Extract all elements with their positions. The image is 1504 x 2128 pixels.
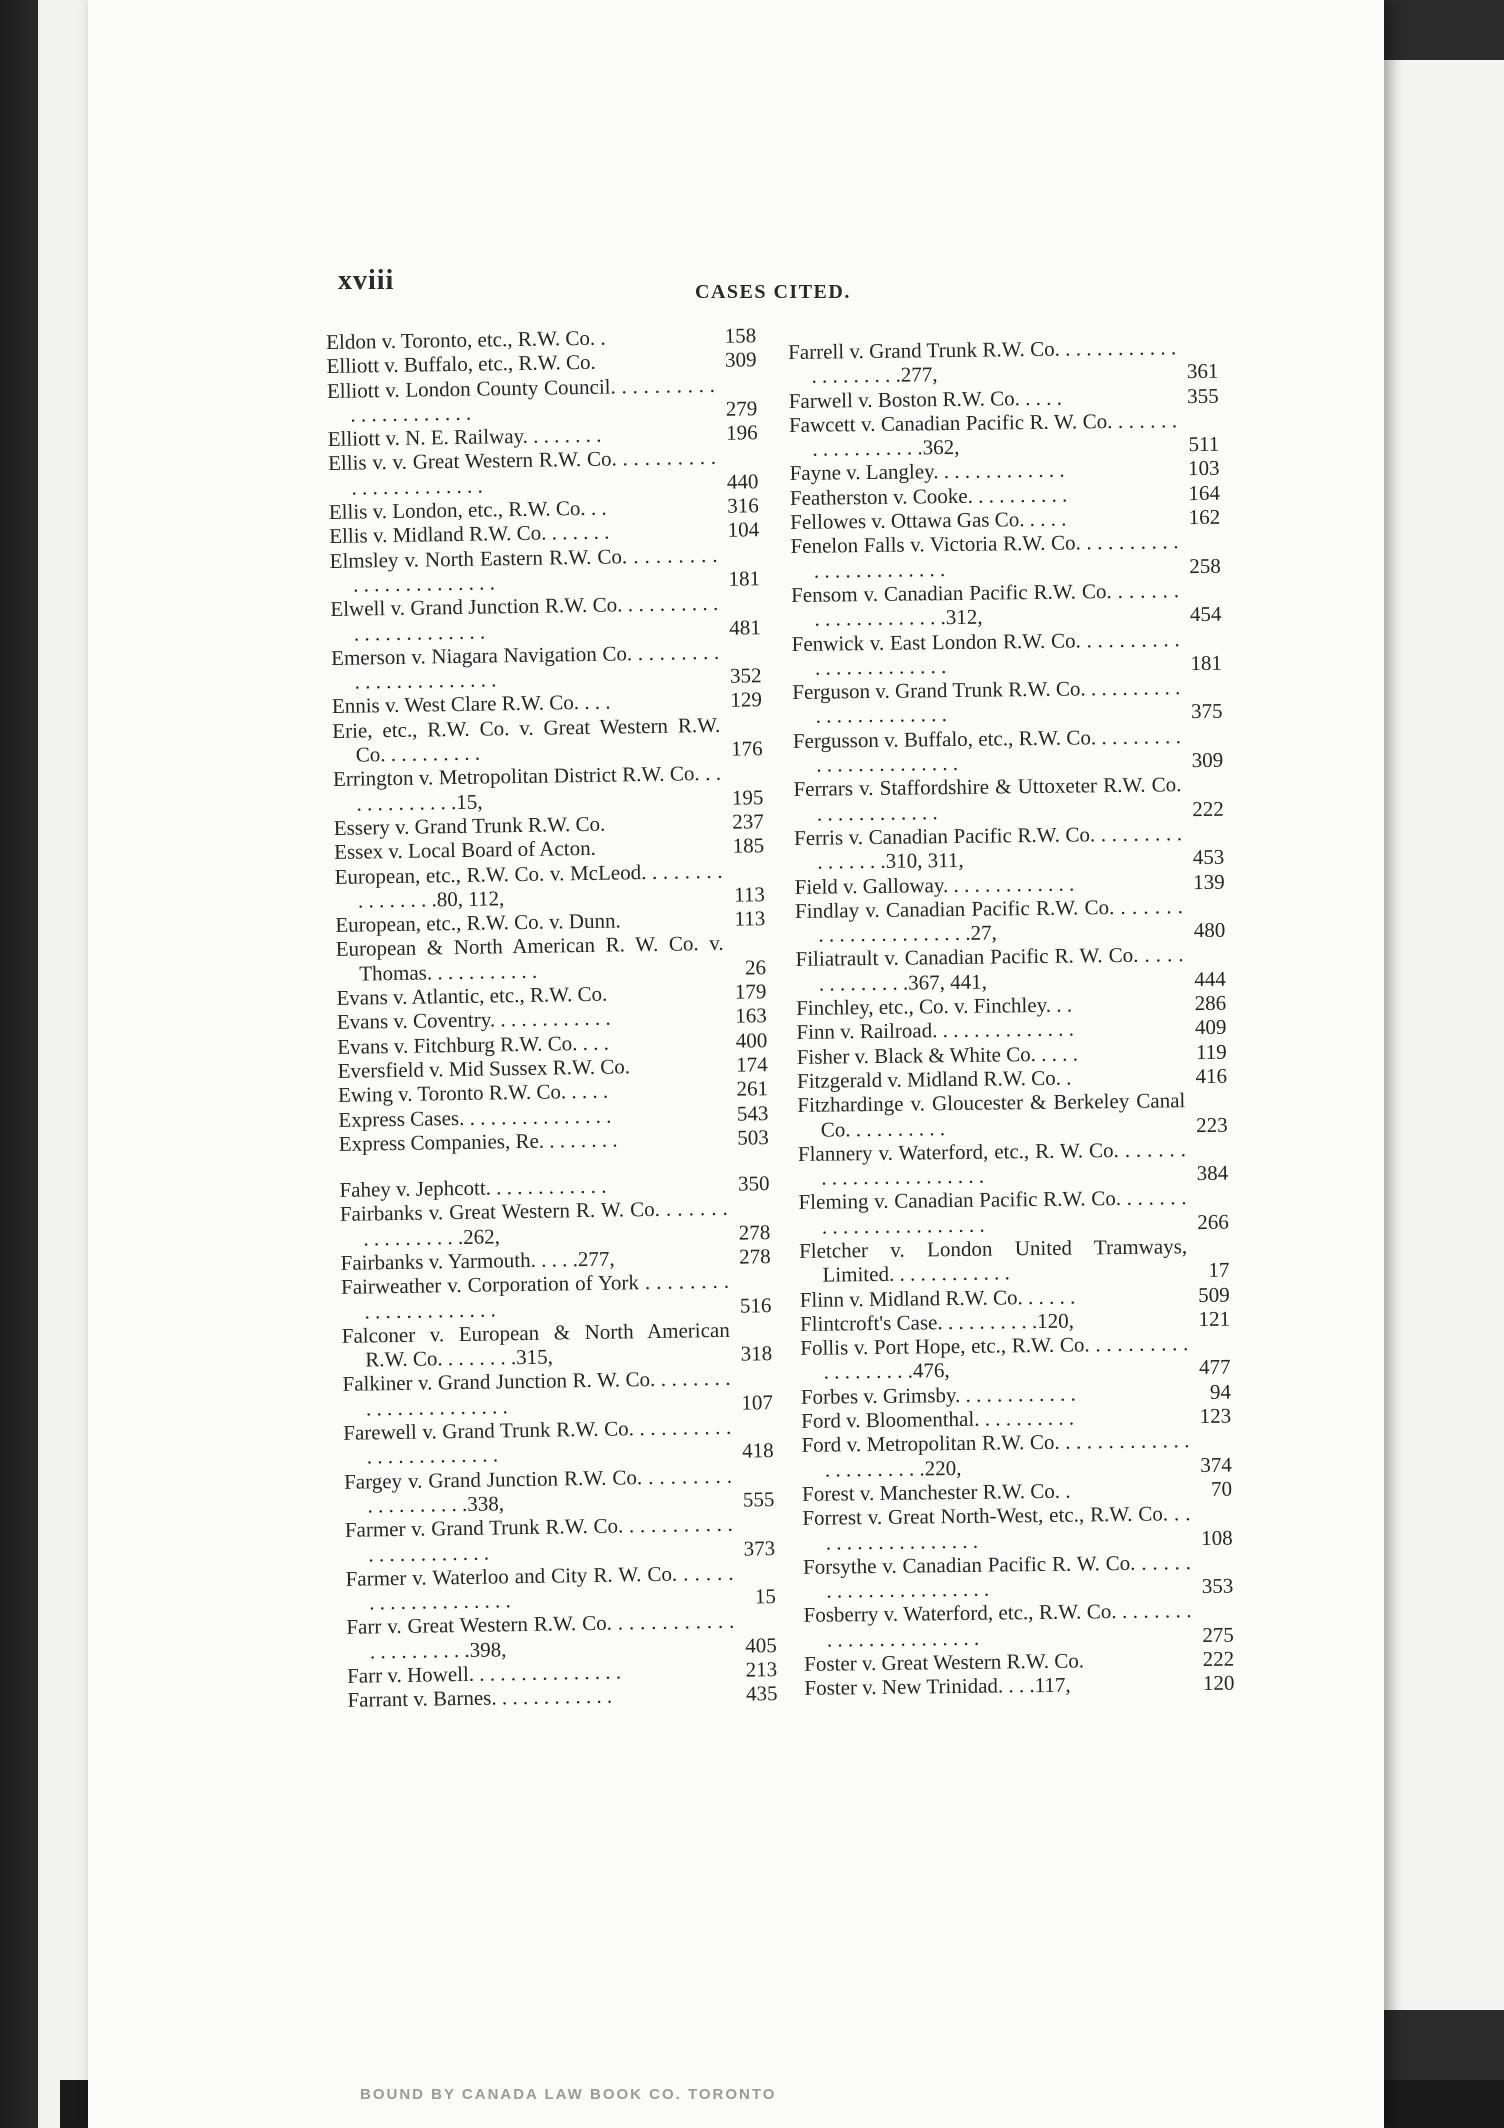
case-name: Fairbanks v. Yarmouth. . . . .277, xyxy=(340,1246,615,1275)
case-name: Essex v. Local Board of Acton. xyxy=(334,836,597,865)
page-reference: 174 xyxy=(735,1052,768,1077)
case-entry xyxy=(794,821,1225,875)
case-entry xyxy=(340,1196,771,1251)
case-entry xyxy=(330,590,761,645)
case-entry xyxy=(798,1185,1229,1239)
case-entry xyxy=(334,858,765,913)
page-reference: 113 xyxy=(734,906,766,931)
left-column xyxy=(326,323,778,1712)
case-name: Farwell v. Boston R.W. Co. . . . . xyxy=(788,385,1063,413)
page-reference: 222 xyxy=(1192,796,1224,821)
page-reference: 516 xyxy=(739,1292,772,1318)
page-reference: 435 xyxy=(745,1681,778,1706)
case-entry xyxy=(328,445,759,500)
case-name: Essery v. Grand Trunk R.W. Co. xyxy=(333,811,606,840)
page-reference: 373 xyxy=(743,1535,776,1561)
case-name: Fergusson v. Buffalo, etc., R.W. Co. . . . . . . . . . . . . . . . . . . . . . . xyxy=(792,723,1182,777)
case-name: Field v. Galloway. . . . . . . . . . . . . xyxy=(794,871,1075,899)
page-reference: 374 xyxy=(1200,1452,1232,1477)
page-reference: 185 xyxy=(732,833,765,858)
page-reference: 258 xyxy=(1189,553,1221,578)
case-entry xyxy=(803,1549,1234,1603)
page-reference: 196 xyxy=(725,420,758,445)
page-reference: 444 xyxy=(1194,966,1226,991)
case-name: European, etc., R.W. Co. v. McLeod. . . . . . . . . . . . . . . .80, 112, xyxy=(334,858,723,913)
case-name: Falkiner v. Grand Junction R. W. Co. . . . . . . . . . . . . . . . . . . . . . xyxy=(342,1366,731,1421)
case-entry xyxy=(792,626,1223,680)
page-reference: 316 xyxy=(727,493,759,518)
case-name: Farrell v. Grand Trunk R.W. Co. . . . . . . . . . . . . . . . . . . . .277, xyxy=(788,335,1177,389)
page-reference: 139 xyxy=(1193,869,1225,894)
page-reference: 350 xyxy=(737,1171,770,1196)
case-name: Eldon v. Toronto, etc., R.W. Co. . xyxy=(326,325,606,354)
case-entry xyxy=(793,723,1224,777)
case-entry xyxy=(801,1428,1232,1482)
page-reference: 309 xyxy=(1191,747,1224,773)
case-name: Finn v. Railroad. . . . . . . . . . . . . . xyxy=(796,1016,1075,1045)
case-name: European, etc., R.W. Co. v. Dunn. xyxy=(335,908,621,938)
case-entry xyxy=(329,542,760,597)
case-entry xyxy=(802,1501,1233,1555)
case-name: Featherston v. Cooke. . . . . . . . . . xyxy=(789,482,1068,510)
case-entry xyxy=(343,1414,774,1469)
case-name: Foster v. New Trinidad. . . .117, xyxy=(804,1672,1071,1701)
case-entry xyxy=(342,1317,773,1372)
case-name: Fayne v. Langley. . . . . . . . . . . . . xyxy=(789,458,1065,486)
page-reference: 121 xyxy=(1198,1306,1231,1331)
case-entry xyxy=(788,335,1219,389)
page-reference: 237 xyxy=(732,809,764,834)
case-name: Follis v. Port Hope, etc., R.W. Co. . . . . . . . . . . . . . . . . . .476, xyxy=(800,1331,1189,1385)
page-reference: 94 xyxy=(1209,1379,1232,1404)
case-name: Ellis v. v. Great Western R.W. Co. . . . . . . . . . . . . . . . . . . . . . . xyxy=(327,445,717,500)
page-reference: 120 xyxy=(1202,1670,1235,1696)
page-reference: 405 xyxy=(745,1632,777,1658)
page-reference: 70 xyxy=(1210,1476,1233,1501)
page-reference: 278 xyxy=(738,1244,771,1269)
case-entry xyxy=(333,761,764,816)
case-entry xyxy=(327,372,758,427)
page-reference: 266 xyxy=(1197,1209,1229,1234)
case-name: Forbes v. Grimsby. . . . . . . . . . . . xyxy=(800,1381,1076,1409)
case-name: Erie, etc., R.W. Co. v. Great Western R.W. Co. . . . . . . . . . xyxy=(332,712,721,767)
binding-stamp: BOUND BY CANADA LAW BOOK CO. TORONTO xyxy=(360,2086,777,2103)
page-reference: 418 xyxy=(741,1438,774,1463)
case-name: Elwell v. Grand Junction R.W. Co. . . . . . . . . . . . . . . . . . . . . . . xyxy=(330,591,719,646)
page-reference: 261 xyxy=(736,1076,769,1101)
case-name: Ellis v. Midland R.W. Co. . . . . . . xyxy=(329,519,610,549)
page-reference: 543 xyxy=(736,1100,769,1126)
case-name: Ellis v. London, etc., R.W. Co. . . xyxy=(328,495,607,525)
case-name: Elmsley v. North Eastern R.W. Co. . . . . . . . . . . . . . . . . . . . . . . xyxy=(329,542,718,597)
case-name: Forrest v. Great North-West, etc., R.W. Co. . . . . . . . . . . . . . . . . . xyxy=(802,1501,1191,1555)
case-entry xyxy=(336,931,767,986)
page-reference: 352 xyxy=(729,663,762,688)
page-reference: 278 xyxy=(738,1219,771,1245)
case-name: Elliott v. London County Council. . . . . . . . . . . . . . . . . . . . . . xyxy=(326,372,716,427)
page-number: xviii xyxy=(338,265,395,296)
case-name: Fisher v. Black & White Co. . . . . xyxy=(796,1041,1079,1069)
case-name: Evans v. Coventry. . . . . . . . . . . . xyxy=(336,1005,611,1035)
page-reference: 416 xyxy=(1195,1063,1228,1088)
page-reference: 163 xyxy=(735,1003,768,1028)
page-reference: 195 xyxy=(731,784,764,810)
case-name: Fairweather v. Corporation of York . . . . . . . . . . . . . . . . . . . . . xyxy=(340,1269,730,1324)
case-name: Fargey v. Grand Junction R.W. Co. . . . . . . . . . . . . . . . . . .338, xyxy=(343,1463,733,1518)
page-reference: 480 xyxy=(1193,917,1226,943)
case-name: Evans v. Fitchburg R.W. Co. . . . xyxy=(337,1030,610,1059)
case-name: Farmer v. Grand Trunk R.W. Co. . . . . . . . . . . . . . . . . . . . . . . xyxy=(344,1512,733,1567)
case-name: Fletcher v. London United Tramways, Limited. . . . . . . . . . . . xyxy=(798,1234,1188,1287)
case-entry xyxy=(791,578,1222,632)
case-entry xyxy=(798,1136,1229,1190)
page-reference: 158 xyxy=(724,323,757,348)
case-name: Ferguson v. Grand Trunk R.W. Co. . . . . . . . . . . . . . . . . . . . . . . xyxy=(792,675,1181,729)
page-reference: 181 xyxy=(1190,650,1223,675)
case-entry xyxy=(800,1331,1231,1385)
page-reference: 108 xyxy=(1201,1525,1233,1550)
case-name: Express Cases. . . . . . . . . . . . . . . xyxy=(338,1103,612,1132)
case-name: Farmer v. Waterloo and City R. W. Co. . . . . . . . . . . . . . . . . . . . xyxy=(345,1560,734,1615)
case-name: Fenwick v. East London R.W. Co. . . . . . . . . . . . . . . . . . . . . . . xyxy=(791,626,1180,680)
page-reference: 129 xyxy=(730,687,763,713)
case-name: Ferris v. Canadian Pacific R.W. Co. . . . . . . . . . . . . . . .310, 311, xyxy=(793,821,1183,874)
running-head: CASES CITED. xyxy=(695,281,851,303)
page-reference: 555 xyxy=(742,1487,775,1512)
case-name: Foster v. Great Western R.W. Co. xyxy=(804,1648,1085,1676)
page-reference: 104 xyxy=(727,517,760,543)
page-reference: 103 xyxy=(1187,456,1220,481)
case-name: Farrant v. Barnes. . . . . . . . . . . . xyxy=(347,1684,613,1713)
case-entry xyxy=(790,529,1221,583)
case-name: Fahey v. Jephcott. . . . . . . . . . . . xyxy=(339,1173,607,1202)
page-reference: 353 xyxy=(1201,1573,1234,1599)
case-name: Farr v. Howell. . . . . . . . . . . . . . . xyxy=(346,1659,622,1688)
page-reference: 309 xyxy=(724,347,757,373)
case-name: Ford v. Metropolitan R.W. Co. . . . . . . . . . . . . . . . . . . . . . .220, xyxy=(801,1428,1190,1482)
case-name: Emerson v. Niagara Navigation Co. . . . . . . . . . . . . . . . . . . . . . . xyxy=(330,639,720,694)
page-reference: 223 xyxy=(1195,1112,1228,1137)
right-column xyxy=(788,335,1235,1701)
case-name: Finchley, etc., Co. v. Finchley. . . xyxy=(796,992,1073,1020)
page-reference: 503 xyxy=(737,1124,769,1150)
case-name: Elliott v. Buffalo, etc., R.W. Co. xyxy=(326,350,597,379)
page-reference: 318 xyxy=(740,1341,773,1366)
case-entry xyxy=(799,1234,1230,1288)
case-entry xyxy=(331,639,762,694)
page-reference: 454 xyxy=(1189,601,1222,627)
case-entry xyxy=(792,675,1223,729)
page-reference: 119 xyxy=(1195,1039,1227,1064)
page-reference: 164 xyxy=(1188,480,1221,505)
case-name: Fleming v. Canadian Pacific R.W. Co. . . . . . . . . . . . . . . . . . . . . . . xyxy=(798,1185,1187,1239)
case-entry xyxy=(332,712,763,767)
case-name: Fellowes v. Ottawa Gas Co. . . . . xyxy=(790,506,1067,535)
page-reference: 113 xyxy=(733,882,766,907)
case-entry xyxy=(797,1088,1228,1142)
case-name: Errington v. Metropolitan District R.W. Co. . . . . . . . . . . . .15, xyxy=(332,761,722,816)
page-reference: 361 xyxy=(1186,359,1219,384)
case-name: Elliott v. N. E. Railway. . . . . . . . xyxy=(327,422,602,452)
page-reference: 181 xyxy=(728,566,761,591)
page-reference: 123 xyxy=(1199,1403,1232,1429)
case-name: Fensom v. Canadian Pacific R.W. Co. . . . . . . . . . . . . . . . . . . .312, xyxy=(790,578,1180,631)
case-name: Farewell v. Grand Trunk R.W. Co. . . . . . . . . . . . . . . . . . . . . . . xyxy=(343,1414,732,1469)
page-reference: 384 xyxy=(1196,1160,1229,1186)
case-entry xyxy=(795,942,1226,996)
page-reference: 453 xyxy=(1192,844,1225,870)
case-name: Falconer v. European & North American R.W. Co. . . . . . . .315, xyxy=(341,1317,730,1372)
case-name: Fairbanks v. Great Western R. W. Co. . . . . . . . . . . . . . . . .262, xyxy=(339,1196,729,1251)
page-reference: 279 xyxy=(725,396,758,421)
case-entry xyxy=(346,1609,777,1664)
page-reference: 162 xyxy=(1188,504,1221,530)
page-reference: 26 xyxy=(744,954,767,980)
page-reference: 275 xyxy=(1202,1622,1234,1647)
page-reference: 375 xyxy=(1190,699,1223,724)
case-entry xyxy=(789,408,1220,462)
case-name: Ferrars v. Staffordshire & Uttoxeter R.W. Co. . . . . . . . . . . . . xyxy=(793,772,1182,826)
case-name: Forest v. Manchester R.W. Co. . xyxy=(801,1478,1071,1506)
case-entry xyxy=(344,1463,775,1518)
case-entry xyxy=(793,772,1224,826)
page-reference: 355 xyxy=(1187,383,1219,408)
case-name: Ennis v. West Clare R.W. Co. . . . xyxy=(331,690,611,719)
page-reference: 213 xyxy=(745,1657,778,1682)
case-name: Farr v. Great Western R.W. Co. . . . . . . . . . . . . . . . . . . . . .398, xyxy=(346,1609,735,1664)
page-reference: 286 xyxy=(1194,990,1227,1016)
case-name: Ewing v. Toronto R.W. Co. . . . . xyxy=(337,1078,609,1108)
case-name: Filiatrault v. Canadian Pacific R. W. Co. . . . . . . . . . . . . .367, 441, xyxy=(795,942,1184,996)
case-name: Ford v. Bloomenthal. . . . . . . . . . xyxy=(801,1405,1075,1433)
case-name: Fitzgerald v. Midland R.W. Co. . xyxy=(796,1065,1072,1093)
case-entry xyxy=(342,1366,773,1421)
case-name: Fenelon Falls v. Victoria R.W. Co. . . . . . . . . . . . . . . . . . . . . . . xyxy=(790,529,1179,583)
case-name: Fosberry v. Waterford, etc., R.W. Co. . . . . . . . . . . . . . . . . . . . . . . xyxy=(803,1598,1192,1652)
facing-page-edge xyxy=(1384,60,1504,2010)
page-reference: 409 xyxy=(1194,1015,1227,1040)
case-name: Flannery v. Waterford, etc., R. W. Co. . . . . . . . . . . . . . . . . . . . . . . xyxy=(797,1136,1187,1190)
case-entry xyxy=(803,1598,1234,1652)
case-name: Fitzhardinge v. Gloucester & Berkeley Canal Co. . . . . . . . . . xyxy=(797,1088,1186,1142)
page-reference: 15 xyxy=(754,1584,777,1609)
case-name: Forsythe v. Canadian Pacific R. W. Co. . . . . . . . . . . . . . . . . . . . . . xyxy=(802,1550,1192,1603)
case-name: Flintcroft's Case. . . . . . . . . .120, xyxy=(799,1308,1075,1336)
page-reference: 17 xyxy=(1208,1257,1230,1283)
case-name: Express Companies, Re. . . . . . . . xyxy=(338,1127,618,1156)
case-name: Fawcett v. Canadian Pacific R. W. Co. . . . . . . . . . . . . . . . . .362, xyxy=(788,408,1178,461)
page-reference: 176 xyxy=(730,736,763,761)
case-name: Flinn v. Midland R.W. Co. . . . . . xyxy=(799,1284,1076,1312)
case-entry xyxy=(795,894,1226,948)
page-reference: 179 xyxy=(734,979,767,1004)
case-name: Evans v. Atlantic, etc., R.W. Co. xyxy=(336,981,608,1010)
case-name: Eversfield v. Mid Sussex R.W. Co. xyxy=(337,1054,631,1083)
page-reference: 222 xyxy=(1202,1646,1235,1672)
page-reference: 400 xyxy=(735,1027,768,1053)
page-reference: 511 xyxy=(1188,431,1220,457)
page-reference: 477 xyxy=(1198,1355,1231,1380)
page-reference: 440 xyxy=(726,469,759,494)
page-reference: 481 xyxy=(729,614,761,640)
page-reference: 509 xyxy=(1198,1282,1230,1307)
case-name: European & North American R. W. Co. v. Thomas. . . . . . . . . . . xyxy=(335,931,724,986)
case-entry xyxy=(345,1511,776,1566)
page-reference: 107 xyxy=(741,1389,774,1415)
case-entry xyxy=(345,1560,776,1615)
case-name: Findlay v. Canadian Pacific R.W. Co. . . . . . . . . . . . . . . . . . . . . .27, xyxy=(794,894,1184,947)
case-entry xyxy=(341,1268,772,1323)
